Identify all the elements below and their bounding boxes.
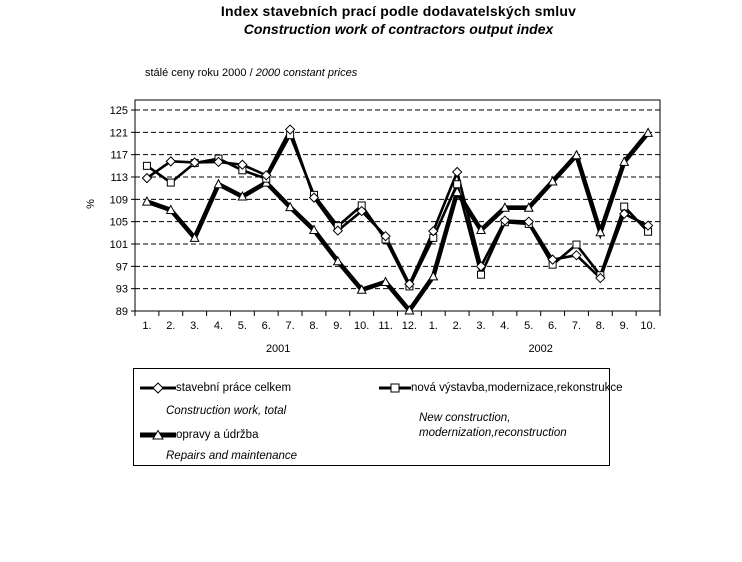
chart-subtitle: Construction work of contractors output index xyxy=(243,21,554,37)
line-chart-plot xyxy=(100,95,675,365)
svg-text:121: 121 xyxy=(109,127,128,140)
svg-text:3.: 3. xyxy=(476,320,486,332)
legend-label-repairs: opravy a údržba xyxy=(176,429,259,441)
legend-sublabel-new-en-line1: New construction, xyxy=(419,412,511,424)
svg-text:5.: 5. xyxy=(237,320,247,332)
svg-text:7.: 7. xyxy=(571,320,582,332)
legend-entry-total xyxy=(140,382,291,394)
svg-text:6.: 6. xyxy=(261,320,271,332)
legend-label-total: stavební práce celkem xyxy=(176,382,292,394)
svg-text:2002: 2002 xyxy=(528,343,553,355)
svg-text:9.: 9. xyxy=(619,320,629,332)
legend-label-new-construction: nová výstavba,modernizace,rekonstrukce xyxy=(411,382,623,394)
svg-text:101: 101 xyxy=(109,239,128,251)
svg-text:11.: 11. xyxy=(378,320,393,332)
svg-text:9.: 9. xyxy=(333,320,343,332)
svg-text:4.: 4. xyxy=(500,320,510,332)
svg-text:8.: 8. xyxy=(595,320,605,332)
svg-text:113: 113 xyxy=(110,172,128,184)
diamond-marker-icon xyxy=(140,382,176,394)
svg-text:6.: 6. xyxy=(548,320,558,332)
svg-text:5.: 5. xyxy=(524,320,534,332)
square-marker-icon xyxy=(379,382,411,394)
svg-text:1.: 1. xyxy=(142,320,152,332)
svg-text:89: 89 xyxy=(115,306,128,318)
svg-text:93: 93 xyxy=(115,283,128,296)
triangle-marker-icon xyxy=(140,429,176,441)
svg-text:12.: 12. xyxy=(401,320,418,332)
legend-box xyxy=(133,368,623,466)
svg-text:1.: 1. xyxy=(428,320,438,332)
legend-sublabel-total-en: Construction work, total xyxy=(166,405,287,417)
svg-text:3.: 3. xyxy=(190,320,200,332)
svg-text:2.: 2. xyxy=(452,320,462,332)
svg-text:10.: 10. xyxy=(354,320,370,332)
svg-text:2.: 2. xyxy=(166,320,176,332)
legend-sublabel-repairs-en: Repairs and maintenance xyxy=(166,450,298,462)
legend-entry-repairs xyxy=(140,429,258,441)
svg-text:109: 109 xyxy=(109,194,128,207)
svg-text:2001: 2001 xyxy=(265,343,291,355)
y-axis-label: % xyxy=(84,199,97,209)
chart-title: Index stavebních prací podle dodavatelských smluv xyxy=(220,3,577,19)
note-czech: stálé ceny roku 2000 / xyxy=(145,67,256,79)
svg-text:117: 117 xyxy=(110,149,128,162)
svg-text:7.: 7. xyxy=(285,320,295,332)
legend-entry-new-construction xyxy=(379,382,623,394)
svg-text:4.: 4. xyxy=(213,320,224,332)
svg-text:10.: 10. xyxy=(640,320,656,332)
svg-text:97: 97 xyxy=(115,261,128,274)
constant-prices-note xyxy=(145,67,357,79)
note-english: 2000 constant prices xyxy=(255,67,358,79)
svg-text:8.: 8. xyxy=(309,320,319,332)
legend-sublabel-new-en-line2: modernization,reconstruction xyxy=(419,427,567,439)
svg-text:125: 125 xyxy=(109,105,128,117)
svg-text:105: 105 xyxy=(109,216,128,229)
